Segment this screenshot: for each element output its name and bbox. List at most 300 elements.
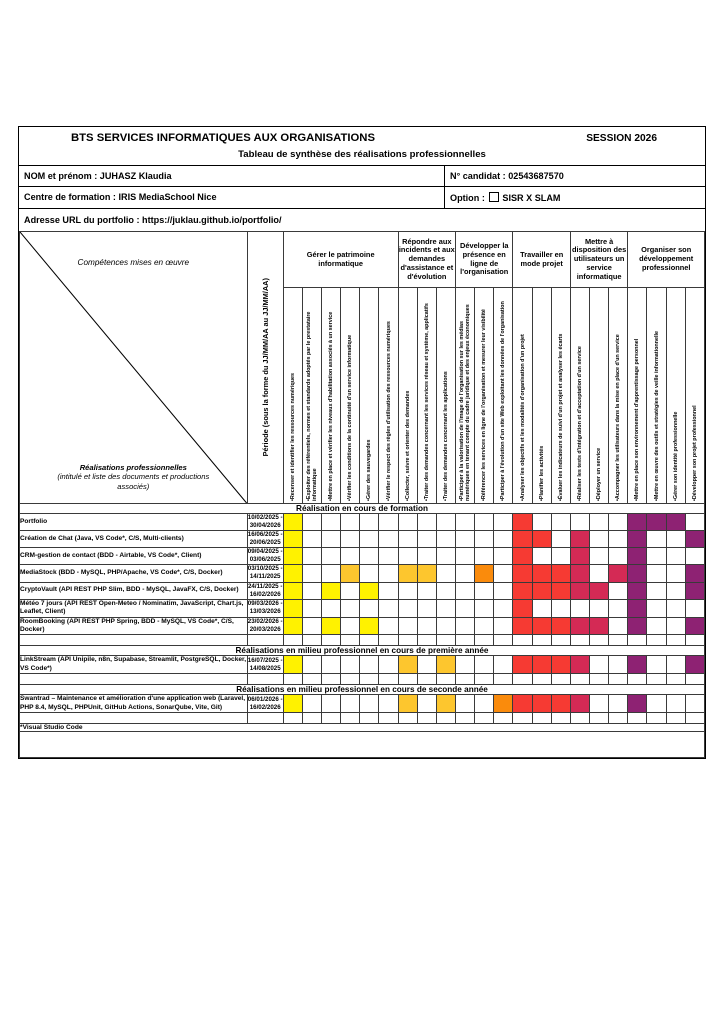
competency-cell[interactable] [666, 617, 685, 635]
filler-cell [322, 713, 341, 724]
filler-cell [475, 713, 494, 724]
competency-cell[interactable] [417, 514, 436, 531]
competency-cell[interactable] [322, 582, 341, 599]
competency-cell[interactable] [570, 582, 589, 599]
competency-cell[interactable] [360, 548, 379, 565]
competency-header-5: •Vérifier le respect des règles d'utilisation des ressources numériques [379, 288, 398, 504]
competency-cell[interactable] [647, 599, 666, 617]
competency-cell[interactable] [341, 514, 360, 531]
competency-cell[interactable] [436, 582, 455, 599]
realisation-name: RoomBooking (API REST PHP Spring, BDD - MySQL, VS Code*, C/S, Docker) [20, 617, 248, 635]
realisation-periode: 03/10/2025 - 14/11/2025 [247, 565, 283, 581]
training-center: Centre de formation : IRIS MediaSchool Nice [19, 187, 445, 208]
filler-cell [436, 674, 455, 685]
group-header-5: Organiser son développement professionnel [628, 232, 705, 288]
competency-cell[interactable] [283, 617, 302, 635]
competency-cell[interactable] [666, 582, 685, 599]
competency-cell[interactable] [302, 617, 321, 635]
competency-cell[interactable] [475, 565, 494, 582]
footnote: *Visual Studio Code [20, 724, 705, 732]
group-header-3: Travailler en mode projet [513, 232, 570, 288]
competency-cell[interactable] [513, 514, 532, 531]
competency-cell[interactable] [590, 617, 609, 635]
competency-cell[interactable] [360, 565, 379, 582]
table-row[interactable] [20, 599, 705, 617]
competency-cell[interactable] [570, 599, 589, 617]
competency-cell[interactable] [647, 548, 666, 565]
filler-cell [360, 635, 379, 646]
competency-cell[interactable] [628, 531, 647, 548]
competency-cell[interactable] [322, 656, 341, 674]
competency-cell[interactable] [417, 599, 436, 617]
center-row [19, 186, 705, 208]
competency-cell[interactable] [570, 514, 589, 531]
competency-cell[interactable] [551, 617, 570, 635]
filler-cell [398, 674, 417, 685]
competency-header-21: •Développer son projet professionnel [685, 288, 704, 504]
competency-cell[interactable] [379, 695, 398, 713]
competency-cell[interactable] [609, 695, 628, 713]
document-header [19, 127, 705, 231]
competency-cell[interactable] [570, 531, 589, 548]
competency-cell[interactable] [322, 599, 341, 617]
filler-periode [247, 713, 283, 724]
competency-cell[interactable] [283, 514, 302, 531]
competency-cell[interactable] [532, 656, 551, 674]
competency-cell[interactable] [685, 582, 704, 599]
competency-cell[interactable] [379, 582, 398, 599]
realisation-name: Portfolio [20, 514, 248, 531]
competency-cell[interactable] [456, 656, 475, 674]
competency-cell[interactable] [513, 695, 532, 713]
section-banner-1: Réalisations en milieu professionnel en cours de première année [20, 646, 705, 656]
competency-cell[interactable] [283, 548, 302, 565]
competency-cell[interactable] [628, 582, 647, 599]
competency-cell[interactable] [685, 617, 704, 635]
competency-cell[interactable] [398, 695, 417, 713]
table-row[interactable] [20, 548, 705, 565]
competency-cell[interactable] [475, 599, 494, 617]
filler-row [20, 713, 705, 724]
competency-cell[interactable] [532, 582, 551, 599]
grid-header-row [20, 232, 705, 288]
competency-cell[interactable] [513, 599, 532, 617]
competency-cell[interactable] [456, 599, 475, 617]
competency-cell[interactable] [532, 599, 551, 617]
competency-cell[interactable] [685, 531, 704, 548]
competency-cell[interactable] [475, 656, 494, 674]
competency-cell[interactable] [628, 514, 647, 531]
filler-row [20, 635, 705, 646]
competency-cell[interactable] [417, 617, 436, 635]
competency-cell[interactable] [417, 531, 436, 548]
competency-cell[interactable] [341, 582, 360, 599]
competency-cell[interactable] [436, 514, 455, 531]
table-row[interactable] [20, 514, 705, 531]
filler-cell [551, 635, 570, 646]
competency-cell[interactable] [302, 531, 321, 548]
competency-cell[interactable] [494, 582, 513, 599]
filler-cell [590, 713, 609, 724]
competency-cell[interactable] [456, 695, 475, 713]
competency-cell[interactable] [513, 565, 532, 582]
competency-cell[interactable] [628, 565, 647, 582]
competency-cell[interactable] [570, 548, 589, 565]
section-banner-row [20, 646, 705, 656]
competency-cell[interactable] [283, 695, 302, 713]
competency-cell[interactable] [379, 514, 398, 531]
section-banner-2: Réalisations en milieu professionnel en cours de seconde année [20, 685, 705, 695]
group-header-4: Mettre à disposition des utilisateurs un service informatique [570, 232, 627, 288]
competency-cell[interactable] [570, 617, 589, 635]
competency-cell[interactable] [398, 656, 417, 674]
competency-cell[interactable] [513, 617, 532, 635]
competency-cell[interactable] [628, 695, 647, 713]
group-header-0: Gérer le patrimoine informatique [283, 232, 398, 288]
competency-cell[interactable] [494, 656, 513, 674]
competency-cell[interactable] [475, 531, 494, 548]
competency-cell[interactable] [685, 548, 704, 565]
competency-cell[interactable] [360, 514, 379, 531]
competency-header-2: •Mettre en place et vérifier les niveaux d'habilitation associés à un service [322, 288, 341, 504]
checkbox-icon[interactable] [489, 192, 499, 202]
competency-cell[interactable] [302, 514, 321, 531]
realisation-name: Création de Chat (Java, VS Code*, C/S, Multi-clients) [20, 531, 248, 548]
competency-cell[interactable] [341, 548, 360, 565]
filler-cell [302, 635, 321, 646]
competency-cell[interactable] [456, 582, 475, 599]
competency-cell[interactable] [379, 548, 398, 565]
table-row[interactable] [20, 582, 705, 599]
competency-cell[interactable] [628, 599, 647, 617]
competency-cell[interactable] [417, 656, 436, 674]
competency-cell[interactable] [417, 548, 436, 565]
competency-cell[interactable] [436, 617, 455, 635]
competency-cell[interactable] [551, 565, 570, 582]
competency-cell[interactable] [590, 695, 609, 713]
competency-cell[interactable] [360, 531, 379, 548]
competency-cell[interactable] [379, 565, 398, 582]
competency-cell[interactable] [494, 531, 513, 548]
competency-cell[interactable] [532, 514, 551, 531]
competency-cell[interactable] [570, 695, 589, 713]
competency-cell[interactable] [398, 565, 417, 582]
option-prefix: Option : [450, 193, 488, 203]
title-line [19, 127, 705, 146]
filler-cell [283, 635, 302, 646]
filler-cell [379, 635, 398, 646]
realisation-name: CryptoVault (API REST PHP Slim, BDD - MySQL, JavaFX, C/S, Docker) [20, 582, 248, 599]
competency-cell[interactable] [436, 565, 455, 582]
competency-cell[interactable] [666, 599, 685, 617]
competency-cell[interactable] [609, 582, 628, 599]
filler-cell [647, 635, 666, 646]
competency-header-9: •Participer à la valorisation de l'image de l'organisation sur les médias numériques en tenant compte du cadre juridique et des enjeux économiques [456, 288, 475, 504]
table-row[interactable] [20, 617, 705, 635]
competency-cell[interactable] [302, 599, 321, 617]
competency-cell[interactable] [551, 695, 570, 713]
filler-cell [475, 635, 494, 646]
portfolio-url[interactable]: Adresse URL du portfolio : https://juklau.github.io/portfolio/ [19, 208, 705, 231]
option-cell [445, 187, 705, 208]
competency-cell[interactable] [475, 582, 494, 599]
competency-cell[interactable] [322, 565, 341, 582]
table-row[interactable] [20, 565, 705, 582]
filler-cell [685, 713, 704, 724]
competency-cell[interactable] [647, 531, 666, 548]
competency-cell[interactable] [436, 695, 455, 713]
competency-cell[interactable] [398, 514, 417, 531]
competency-cell[interactable] [532, 617, 551, 635]
competency-cell[interactable] [494, 565, 513, 582]
competency-cell[interactable] [647, 617, 666, 635]
realisation-periode: 16/06/2025 - 20/06/2025 [247, 531, 283, 547]
filler-cell [379, 713, 398, 724]
competency-cell[interactable] [360, 582, 379, 599]
filler-cell [417, 713, 436, 724]
competency-cell[interactable] [398, 599, 417, 617]
competency-cell[interactable] [647, 514, 666, 531]
competency-cell[interactable] [417, 582, 436, 599]
competency-cell[interactable] [551, 514, 570, 531]
competency-cell[interactable] [666, 695, 685, 713]
competency-cell[interactable] [609, 656, 628, 674]
competency-cell[interactable] [436, 656, 455, 674]
filler-cell [628, 674, 647, 685]
competency-cell[interactable] [322, 514, 341, 531]
corner-cell [20, 232, 248, 504]
competency-cell[interactable] [590, 548, 609, 565]
competency-cell[interactable] [513, 531, 532, 548]
competency-cell[interactable] [341, 565, 360, 582]
filler-cell [628, 635, 647, 646]
filler-cell [666, 635, 685, 646]
table-row[interactable] [20, 695, 705, 713]
competency-header-13: •Planifier les activités [532, 288, 551, 504]
competency-cell[interactable] [283, 656, 302, 674]
competency-cell[interactable] [398, 617, 417, 635]
competency-cell[interactable] [551, 548, 570, 565]
competency-cell[interactable] [283, 531, 302, 548]
competency-cell[interactable] [551, 531, 570, 548]
filler-cell [475, 674, 494, 685]
filler-cell [570, 674, 589, 685]
competency-cell[interactable] [666, 656, 685, 674]
realisation-periode: 06/01/2026 - 16/02/2026 [247, 695, 283, 711]
competency-cell[interactable] [609, 548, 628, 565]
competency-cell[interactable] [570, 656, 589, 674]
competency-header-4: •Gérer des sauvegardes [360, 288, 379, 504]
competency-cell[interactable] [456, 531, 475, 548]
filler-cell [456, 674, 475, 685]
realisation-periode: 10/02/2025 - 30/04/2026 [247, 514, 283, 530]
filler-cell [590, 635, 609, 646]
competency-cell[interactable] [647, 582, 666, 599]
competency-cell[interactable] [494, 695, 513, 713]
filler-cell [417, 674, 436, 685]
filler-cell [685, 674, 704, 685]
competency-cell[interactable] [551, 582, 570, 599]
competency-cell[interactable] [379, 599, 398, 617]
competency-cell[interactable] [609, 599, 628, 617]
competency-cell[interactable] [494, 548, 513, 565]
competency-cell[interactable] [628, 656, 647, 674]
competency-cell[interactable] [436, 548, 455, 565]
competency-cell[interactable] [456, 617, 475, 635]
filler-cell [456, 713, 475, 724]
competency-cell[interactable] [685, 565, 704, 582]
filler-cell [436, 635, 455, 646]
competency-cell[interactable] [532, 548, 551, 565]
competency-cell[interactable] [341, 599, 360, 617]
filler-cell [647, 713, 666, 724]
competency-cell[interactable] [609, 531, 628, 548]
competency-cell[interactable] [475, 514, 494, 531]
filler-cell [551, 674, 570, 685]
competency-cell[interactable] [685, 656, 704, 674]
competency-header-18: •Mettre en place son environnement d'apprentissage personnel [628, 288, 647, 504]
competency-cell[interactable] [551, 599, 570, 617]
filler-row [20, 674, 705, 685]
table-row[interactable] [20, 656, 705, 674]
competency-cell[interactable] [590, 514, 609, 531]
competency-cell[interactable] [379, 531, 398, 548]
competency-cell[interactable] [609, 514, 628, 531]
competency-cell[interactable] [628, 548, 647, 565]
identity-row [19, 165, 705, 186]
realisation-periode: 24/11/2025 - 16/02/2026 [247, 582, 283, 598]
competency-cell[interactable] [609, 617, 628, 635]
competency-cell[interactable] [666, 565, 685, 582]
competency-cell[interactable] [322, 548, 341, 565]
competency-cell[interactable] [360, 695, 379, 713]
competency-cell[interactable] [283, 582, 302, 599]
periode-header: Période (sous la forme du JJ/MM/AA au JJ/MM/AA) [247, 232, 283, 504]
competency-header-3: •Vérifier les conditions de la continuité d'un service informatique [341, 288, 360, 504]
realisation-name: LinkStream (API Unipile, n8n, Supabase, Streamlit, PostgreSQL, Docker, VS Code*) [20, 656, 247, 672]
competency-cell[interactable] [532, 565, 551, 582]
competency-cell[interactable] [302, 656, 321, 674]
competency-cell[interactable] [341, 656, 360, 674]
competency-cell[interactable] [456, 548, 475, 565]
competency-cell[interactable] [436, 531, 455, 548]
competency-cell[interactable] [398, 582, 417, 599]
competency-cell[interactable] [570, 565, 589, 582]
competency-cell[interactable] [494, 617, 513, 635]
competency-cell[interactable] [475, 548, 494, 565]
competency-cell[interactable] [685, 599, 704, 617]
competency-cell[interactable] [494, 599, 513, 617]
synthesis-table [19, 231, 705, 758]
trailing-spacer [20, 732, 705, 758]
filler-cell [398, 635, 417, 646]
table-row[interactable] [20, 531, 705, 548]
competences-caption: Compétences mises en œuvre [77, 258, 190, 267]
competency-cell[interactable] [398, 548, 417, 565]
competency-cell[interactable] [532, 695, 551, 713]
filler-cell [513, 674, 532, 685]
competency-cell[interactable] [513, 548, 532, 565]
competency-cell[interactable] [666, 548, 685, 565]
competency-cell[interactable] [666, 514, 685, 531]
competency-cell[interactable] [322, 617, 341, 635]
filler-cell [398, 713, 417, 724]
competency-cell[interactable] [456, 565, 475, 582]
competency-cell[interactable] [398, 531, 417, 548]
competency-cell[interactable] [322, 531, 341, 548]
competency-cell[interactable] [590, 582, 609, 599]
competency-cell[interactable] [360, 617, 379, 635]
competency-cell[interactable] [436, 599, 455, 617]
filler-cell [666, 713, 685, 724]
competency-cell[interactable] [360, 656, 379, 674]
competency-cell[interactable] [302, 548, 321, 565]
competency-header-12: •Analyser les objectifs et les modalités d'organisation d'un projet [513, 288, 532, 504]
competency-cell[interactable] [302, 565, 321, 582]
competency-cell[interactable] [590, 565, 609, 582]
competency-cell[interactable] [666, 531, 685, 548]
competency-cell[interactable] [341, 695, 360, 713]
filler-cell [494, 635, 513, 646]
competency-cell[interactable] [685, 514, 704, 531]
competency-cell[interactable] [551, 656, 570, 674]
filler-cell [609, 674, 628, 685]
competency-cell[interactable] [475, 695, 494, 713]
competency-cell[interactable] [341, 617, 360, 635]
realisation-periode: 16/07/2025 - 14/08/2025 [247, 656, 283, 672]
competency-cell[interactable] [475, 617, 494, 635]
competency-cell[interactable] [456, 514, 475, 531]
filler-cell [456, 635, 475, 646]
competency-cell[interactable] [685, 695, 704, 713]
page-title: BTS SERVICES INFORMATIQUES AUX ORGANISATIONS [71, 132, 375, 144]
competency-cell[interactable] [590, 656, 609, 674]
competency-cell[interactable] [302, 582, 321, 599]
competency-cell[interactable] [647, 565, 666, 582]
competency-cell[interactable] [283, 565, 302, 582]
student-name: NOM et prénom : JUHASZ Klaudia [19, 166, 445, 186]
competency-cell[interactable] [590, 531, 609, 548]
competency-cell[interactable] [609, 565, 628, 582]
filler-cell [322, 674, 341, 685]
competency-header-0: •Recenser et identifier les ressources numériques [283, 288, 302, 504]
competency-cell[interactable] [322, 695, 341, 713]
filler-cell [302, 713, 321, 724]
competency-cell[interactable] [417, 695, 436, 713]
competency-cell[interactable] [590, 599, 609, 617]
competency-cell[interactable] [532, 531, 551, 548]
competency-cell[interactable] [360, 599, 379, 617]
competency-header-1: •Exploiter des référentiels, normes et standards adoptés par le prestataire informatique [302, 288, 321, 504]
competency-cell[interactable] [417, 565, 436, 582]
competency-cell[interactable] [647, 656, 666, 674]
filler-cell [551, 713, 570, 724]
group-header-1: Répondre aux incidents et aux demandes d'assistance et d'évolution [398, 232, 455, 288]
competency-cell[interactable] [283, 599, 302, 617]
competency-cell[interactable] [513, 582, 532, 599]
filler-cell [513, 635, 532, 646]
competency-cell[interactable] [379, 617, 398, 635]
filler-cell [628, 713, 647, 724]
competency-cell[interactable] [647, 695, 666, 713]
competency-cell[interactable] [494, 514, 513, 531]
competency-cell[interactable] [302, 695, 321, 713]
competency-cell[interactable] [379, 656, 398, 674]
competency-header-7: •Traiter des demandes concernant les services réseau et système, applicatifs [417, 288, 436, 504]
competency-cell[interactable] [628, 617, 647, 635]
competency-cell[interactable] [513, 656, 532, 674]
competency-cell[interactable] [341, 531, 360, 548]
